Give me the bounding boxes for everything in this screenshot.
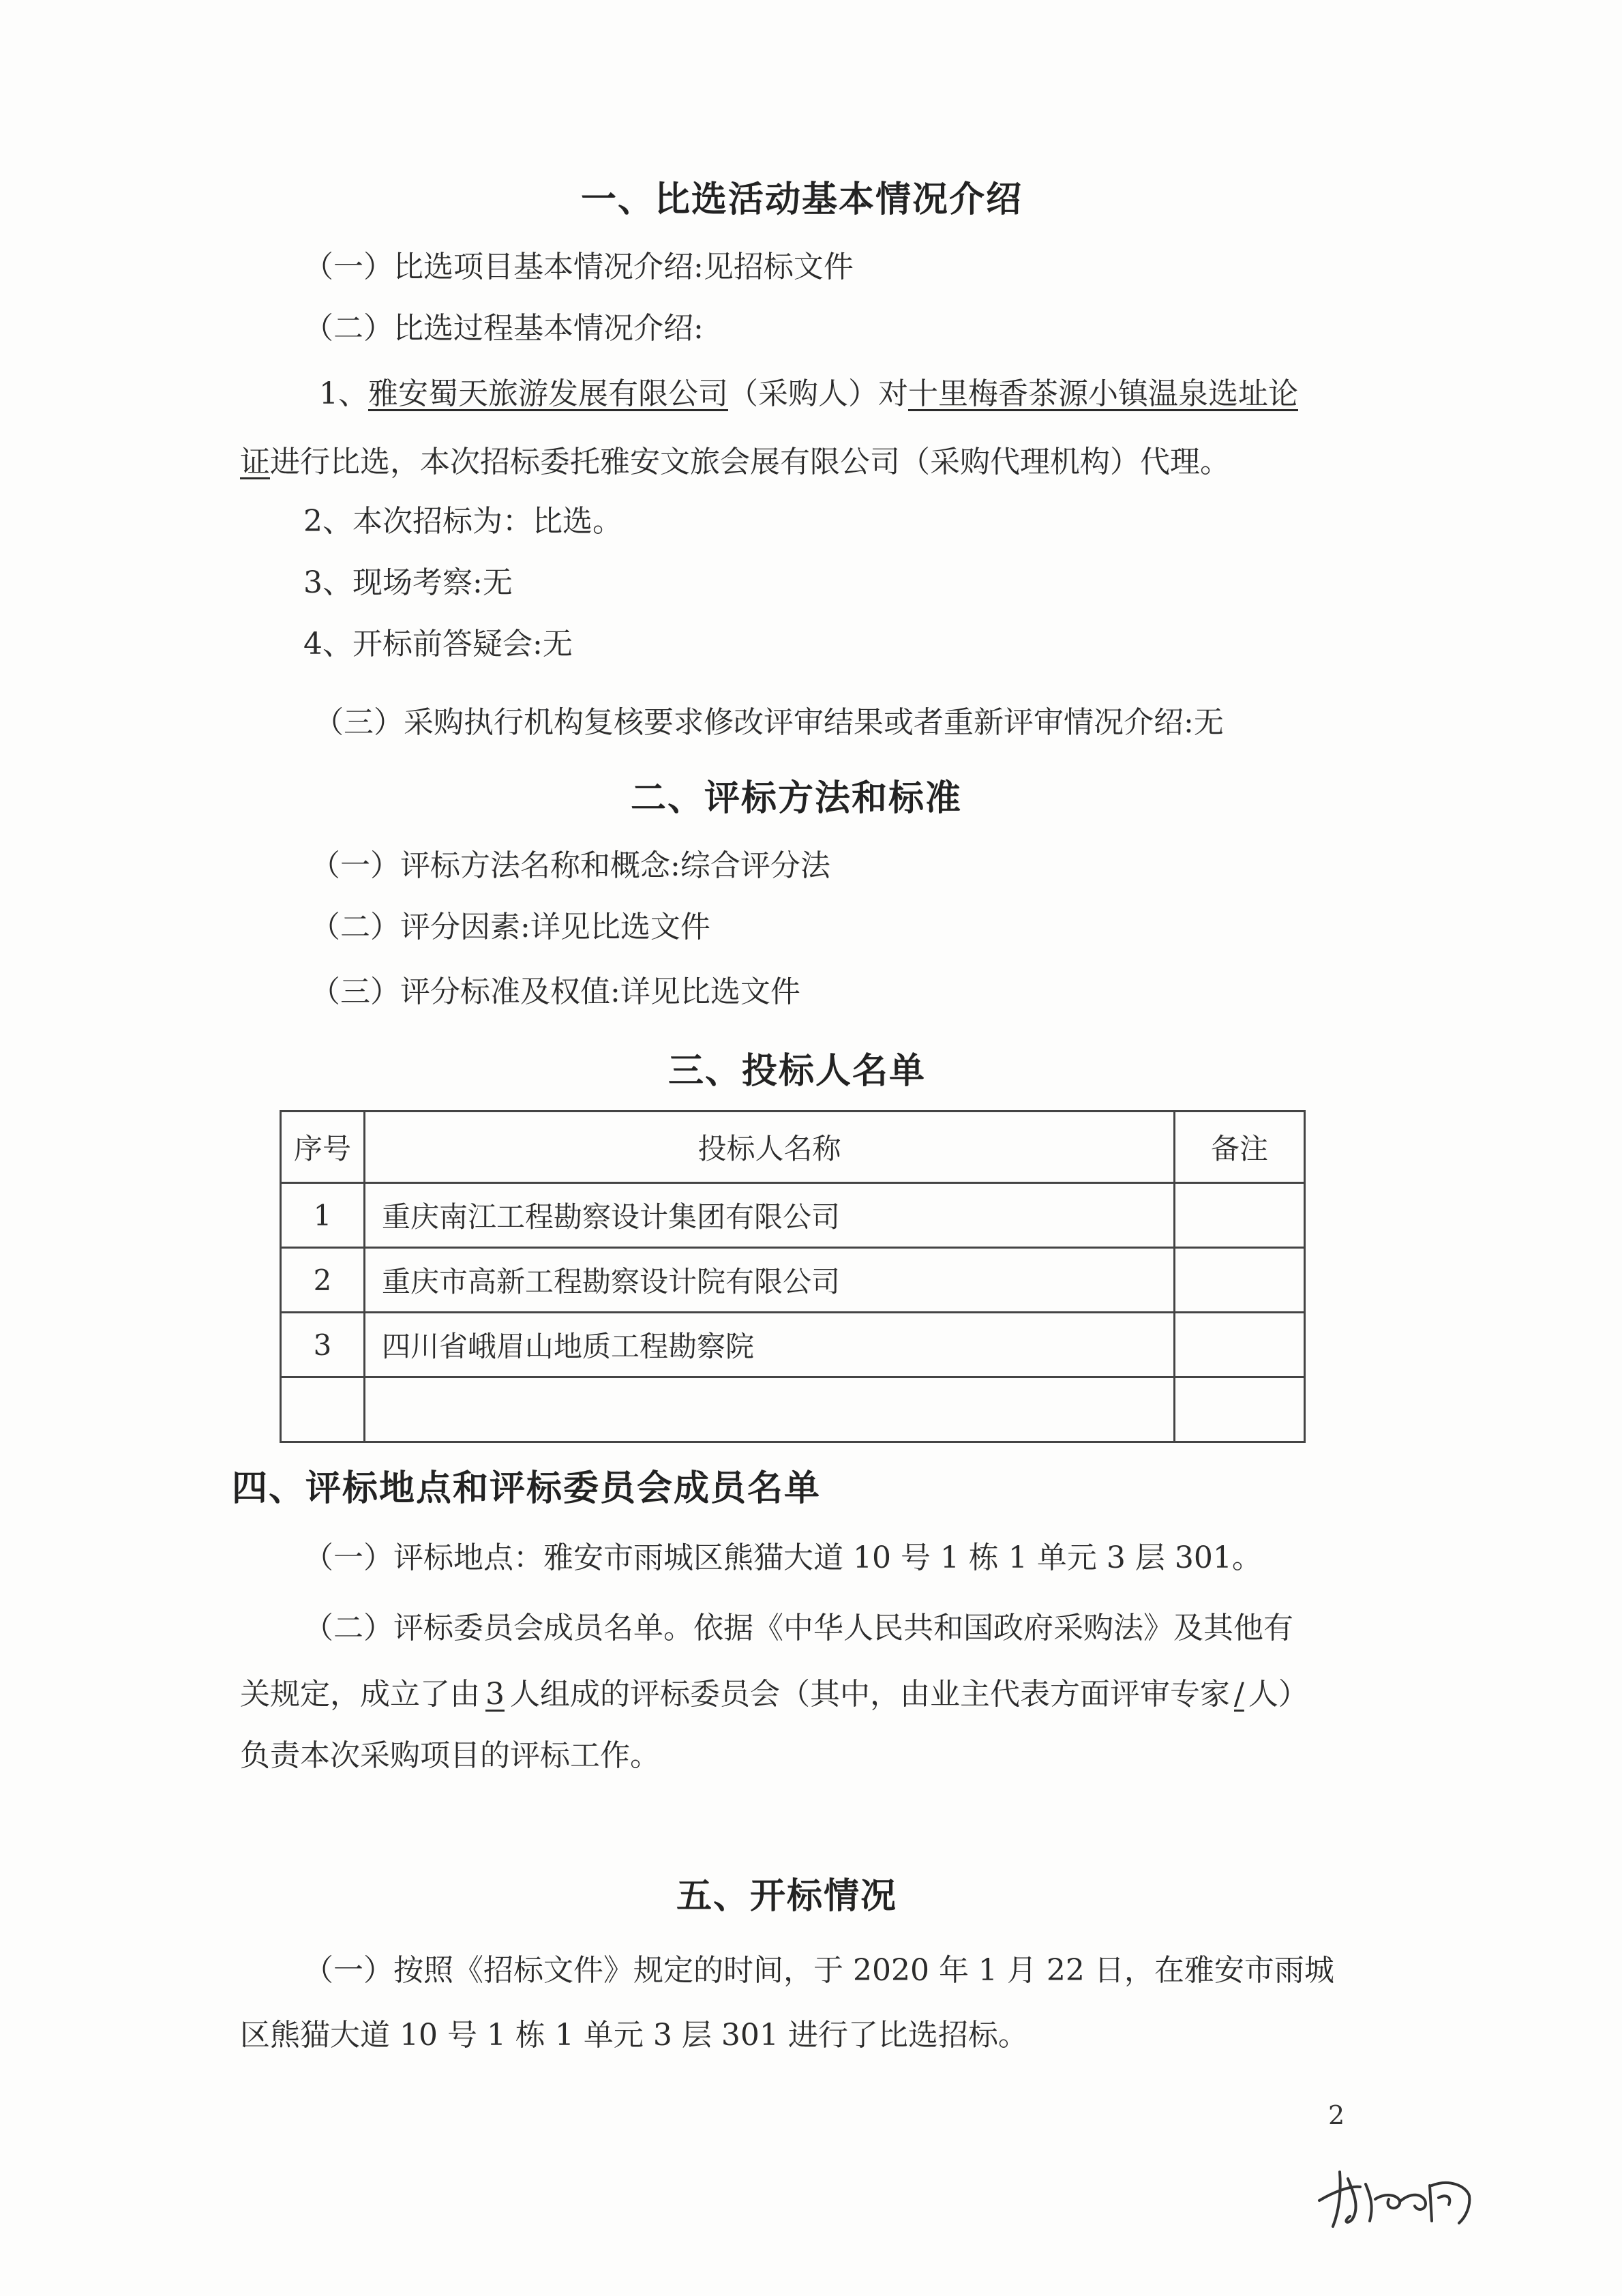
table-header-row — [281, 1112, 1305, 1183]
section-5-title: 五、开标情况 — [676, 1876, 898, 1917]
sec4-item-2-line-1: （二）评标委员会成员名单。依据《中华人民共和国政府采购法》及其他有 — [303, 1611, 1293, 1645]
committee-mid: 人组成的评标委员会（其中，由业主代表方面评审专家 — [510, 1677, 1230, 1712]
table-row — [281, 1313, 1305, 1377]
p1-prefix: 1、 — [319, 376, 368, 411]
committee-pre: 关规定，成立了由 — [240, 1677, 480, 1712]
section-3-title: 三、投标人名单 — [668, 1051, 927, 1092]
row-bidder-name — [365, 1377, 1175, 1442]
sec2-item-2: （二）评分因素:详见比选文件 — [310, 910, 710, 944]
section-2-title: 二、评标方法和标准 — [631, 778, 963, 819]
header-note: 备注 — [1175, 1112, 1305, 1183]
sec1-point-4: 4、开标前答疑会:无 — [303, 627, 573, 661]
project-name: 十里梅香茶源小镇温泉选址论 — [908, 376, 1298, 411]
project-name-end: 证 — [240, 445, 270, 479]
p1-mid: （采购人）对 — [728, 376, 908, 411]
row-seq: 2 — [281, 1248, 365, 1313]
sec2-item-1: （一）评标方法名称和概念:综合评分法 — [310, 848, 830, 883]
row-bidder-name: 重庆南江工程勘察设计集团有限公司 — [365, 1183, 1175, 1248]
page-number: 2 — [1328, 2100, 1345, 2130]
sec1-item-2: （二）比选过程基本情况介绍: — [303, 311, 704, 346]
header-seq: 序号 — [281, 1112, 365, 1183]
row-note — [1175, 1183, 1305, 1248]
table-row — [281, 1248, 1305, 1313]
sec1-item-3: （三）采购执行机构复核要求修改评审结果或者重新评审情况介绍:无 — [314, 705, 1224, 740]
p1-rest: 进行比选，本次招标委托雅安文旅会展有限公司（采购代理机构）代理。 — [270, 445, 1230, 479]
sec4-item-2-line-2 — [240, 1674, 1308, 1715]
row-note — [1175, 1248, 1305, 1313]
sec1-item-1: （一）比选项目基本情况介绍:见招标文件 — [303, 250, 854, 284]
owner-expert-count: / — [1234, 1677, 1244, 1712]
table-row — [281, 1377, 1305, 1442]
bidder-table — [280, 1110, 1306, 1443]
row-seq: 3 — [281, 1313, 365, 1377]
handwritten-signature — [1312, 2158, 1480, 2233]
sec1-paragraph-1-line-1 — [319, 374, 1298, 415]
row-bidder-name: 重庆市高新工程勘察设计院有限公司 — [365, 1248, 1175, 1313]
row-note — [1175, 1377, 1305, 1442]
sec1-point-2: 2、本次招标为：比选。 — [303, 504, 622, 539]
header-bidder-name: 投标人名称 — [365, 1112, 1175, 1183]
committee-end: 人） — [1248, 1677, 1308, 1712]
sec4-item-1: （一）评标地点：雅安市雨城区熊猫大道 10 号 1 栋 1 单元 3 层 301。 — [303, 1540, 1262, 1575]
committee-size: 3 — [485, 1677, 505, 1712]
section-1-title: 一、比选活动基本情况介绍 — [581, 179, 1023, 220]
sec1-point-3: 3、现场考察:无 — [303, 565, 513, 600]
sec5-item-1-line-2: 区熊猫大道 10 号 1 栋 1 单元 3 层 301 进行了比选招标。 — [240, 2018, 1028, 2053]
purchaser-name: 雅安蜀天旅游发展有限公司 — [368, 376, 728, 411]
row-bidder-name: 四川省峨眉山地质工程勘察院 — [365, 1313, 1175, 1377]
row-seq — [281, 1377, 365, 1442]
sec4-item-2-line-3: 负责本次采购项目的评标工作。 — [240, 1738, 660, 1773]
row-seq: 1 — [281, 1183, 365, 1248]
table-row — [281, 1183, 1305, 1248]
sec1-paragraph-1-line-2 — [240, 442, 1230, 483]
sec5-item-1-line-1: （一）按照《招标文件》规定的时间，于 2020 年 1 月 22 日，在雅安市雨城 — [303, 1953, 1334, 1988]
sec2-item-3: （三）评分标准及权值:详见比选文件 — [310, 974, 800, 1009]
row-note — [1175, 1313, 1305, 1377]
section-4-title: 四、评标地点和评标委员会成员名单 — [232, 1468, 822, 1509]
